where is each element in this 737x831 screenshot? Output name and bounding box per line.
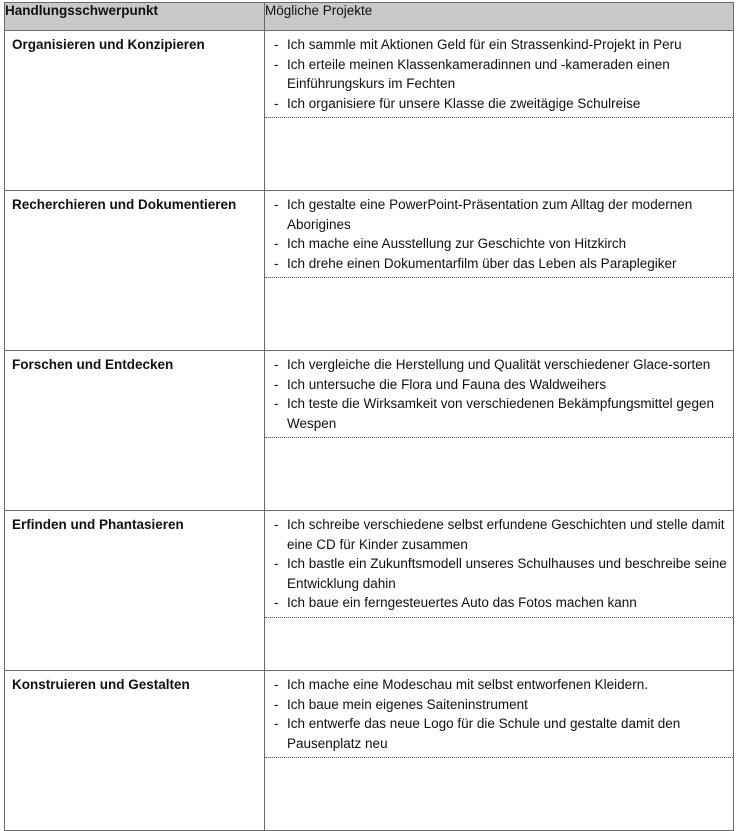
header-focus-area: Handlungsschwerpunkt (5, 3, 265, 31)
focus-area-label: Erfinden und Phantasieren (5, 511, 265, 671)
project-list (265, 671, 733, 753)
dotted-separator (265, 277, 733, 278)
project-item: - Ich untersuche die Flora und Fauna des Waldweihers (271, 375, 729, 395)
projects-table (4, 2, 734, 831)
project-item: - Ich schreibe verschiedene selbst erfundene Geschichten und stelle damit eine CD für Kinder zusammen (271, 515, 729, 554)
project-item: - Ich vergleiche die Herstellung und Qualität verschiedener Glace-sorten (271, 355, 729, 375)
project-item: - Ich drehe einen Dokumentarfilm über das Leben als Paraplegiker (271, 254, 729, 274)
dotted-separator (265, 437, 733, 438)
table-body (5, 31, 734, 831)
table-header-row (5, 3, 734, 31)
project-list (265, 191, 733, 273)
project-cell (265, 351, 734, 511)
project-list (265, 31, 733, 113)
table-row (5, 351, 734, 511)
project-cell (265, 31, 734, 191)
project-item: - Ich erteile meinen Klassenkameradinnen und -kameraden einen Einführungskurs im Fechten (271, 55, 729, 94)
focus-area-label: Konstruieren und Gestalten (5, 671, 265, 831)
project-cell (265, 671, 734, 831)
dotted-separator (265, 757, 733, 758)
focus-area-label: Forschen und Entdecken (5, 351, 265, 511)
table-row (5, 511, 734, 671)
project-item: - Ich gestalte eine PowerPoint-Präsentation zum Alltag der modernen Aborigines (271, 195, 729, 234)
dotted-separator (265, 617, 733, 618)
dotted-separator (265, 117, 733, 118)
focus-area-label: Organisieren und Konzipieren (5, 31, 265, 191)
table-row (5, 31, 734, 191)
project-list (265, 511, 733, 613)
project-item: - Ich teste die Wirksamkeit von verschiedenen Bekämpfungsmittel gegen Wespen (271, 394, 729, 433)
project-item: - Ich mache eine Modeschau mit selbst entworfenen Kleidern. (271, 675, 729, 695)
project-item: - Ich baue mein eigenes Saiteninstrument (271, 695, 729, 715)
project-item: - Ich sammle mit Aktionen Geld für ein Strassenkind-Projekt in Peru (271, 35, 729, 55)
project-item: - Ich entwerfe das neue Logo für die Schule und gestalte damit den Pausenplatz neu (271, 714, 729, 753)
project-item: - Ich mache eine Ausstellung zur Geschichte von Hitzkirch (271, 234, 729, 254)
project-cell (265, 511, 734, 671)
table-row (5, 671, 734, 831)
project-item: - Ich baue ein ferngesteuertes Auto das Fotos machen kann (271, 593, 729, 613)
project-item: - Ich bastle ein Zukunftsmodell unseres Schulhauses und beschreibe seine Entwicklung dahin (271, 554, 729, 593)
project-list (265, 351, 733, 433)
table-row (5, 191, 734, 351)
project-cell (265, 191, 734, 351)
header-possible-projects: Mögliche Projekte (265, 3, 734, 31)
project-item: - Ich organisiere für unsere Klasse die zweitägige Schulreise (271, 94, 729, 114)
focus-area-label: Recherchieren und Dokumentieren (5, 191, 265, 351)
